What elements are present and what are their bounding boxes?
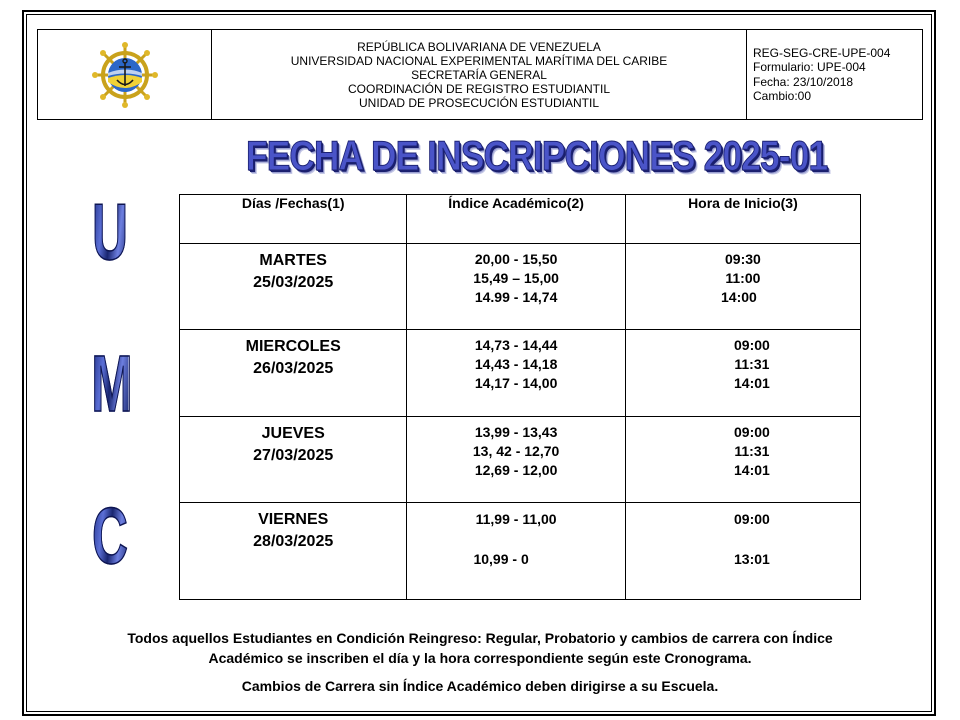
start-time: 14:01 — [734, 462, 770, 478]
day-cell — [180, 244, 407, 330]
country-name: REPÚBLICA BOLIVARIANA DE VENEZUELA — [357, 39, 601, 54]
day-name: VIERNES — [258, 511, 329, 528]
index-range: 11,99 - 11,00 — [475, 511, 557, 527]
day-date: 25/03/2025 — [253, 274, 334, 291]
start-time: 09:00 — [734, 337, 770, 353]
start-time: 09:00 — [734, 424, 770, 440]
index-range: 14.99 - 14,74 — [474, 289, 558, 305]
start-time: 14:01 — [734, 375, 770, 391]
start-time: 14:00 — [721, 289, 757, 305]
day-cell — [180, 330, 407, 417]
index-range: 13,99 - 13,43 — [474, 424, 558, 440]
side-letter-u: U — [92, 187, 128, 276]
side-letter-c: C — [92, 491, 128, 580]
day-name: MIERCOLES — [245, 338, 341, 355]
index-range-cell — [407, 330, 625, 417]
index-range: 13, 42 - 12,70 — [472, 443, 560, 459]
unit-name: UNIDAD DE PROSECUCIÓN ESTUDIANTIL — [358, 95, 600, 110]
start-time: 09:00 — [734, 511, 770, 527]
department-name: SECRETARÍA GENERAL — [411, 67, 547, 82]
table-row — [180, 417, 861, 503]
start-time: 11:00 — [725, 270, 761, 286]
index-range: 20,00 - 15,50 — [474, 251, 558, 267]
registration-schedule-table — [179, 194, 861, 600]
institution-names — [212, 30, 747, 119]
day-date: 26/03/2025 — [253, 360, 334, 377]
ship-wheel-anchor-seal-icon — [92, 42, 158, 108]
form-code: REG-SEG-CRE-UPE-004 — [753, 45, 891, 60]
day-name: JUEVES — [261, 425, 325, 442]
footer-note-line-1: Todos aquellos Estudiantes en Condición Reingreso: Regular, Probatorio y cambios de carrera con Índice — [127, 630, 833, 646]
table-row — [180, 503, 861, 600]
day-name: MARTES — [259, 252, 327, 269]
form-metadata — [747, 30, 922, 119]
header-logo-cell — [38, 30, 212, 119]
index-range-spacer — [407, 529, 624, 549]
day-cell — [180, 417, 407, 503]
header-days: Días /Fechas(1) — [180, 195, 407, 244]
start-time: 11:31 — [734, 443, 770, 459]
start-time: 13:01 — [734, 551, 770, 567]
university-name: UNIVERSIDAD NACIONAL EXPERIMENTAL MARÍTIMA DEL CARIBE — [290, 53, 668, 68]
footer-note-line-3: Cambios de Carrera sin Índice Académico deben dirigirse a su Escuela. — [241, 678, 719, 694]
document-header — [37, 29, 923, 120]
page-title: FECHA DE INSCRIPCIONES 2025-01 — [246, 132, 828, 179]
form-number: Formulario: UPE-004 — [753, 60, 866, 74]
index-range: 14,73 - 14,44 — [474, 337, 558, 353]
index-range: 15,49 – 15,00 — [473, 270, 559, 286]
index-range: 14,17 - 14,00 — [474, 375, 558, 391]
start-time-cell — [625, 417, 860, 503]
table-header-row — [180, 195, 861, 244]
start-time-cell — [625, 244, 860, 330]
header-start-time: Hora de Inicio(3) — [625, 195, 860, 244]
form-revision: Cambio:00 — [753, 89, 812, 103]
coordination-name: COORDINACIÓN DE REGISTRO ESTUDIANTIL — [347, 81, 611, 96]
start-time: 09:30 — [725, 251, 761, 267]
table-row — [180, 330, 861, 417]
index-range: 10,99 - 0 — [473, 551, 529, 567]
start-time-spacer — [644, 529, 860, 549]
index-range: 14,43 - 14,18 — [474, 356, 558, 372]
form-date: Fecha: 23/10/2018 — [753, 74, 854, 89]
start-time: 11:31 — [734, 356, 770, 372]
index-range-cell — [407, 417, 625, 503]
day-cell — [180, 503, 407, 600]
footer-note-line-2: Académico se inscriben el día y la hora correspondiente según este Cronograma. — [208, 650, 752, 666]
header-index: Índice Académico(2) — [407, 195, 625, 244]
side-letter-m: M — [91, 339, 133, 428]
table-row — [180, 244, 861, 330]
start-time-cell — [625, 503, 860, 600]
day-date: 27/03/2025 — [253, 447, 334, 464]
index-range: 12,69 - 12,00 — [474, 462, 558, 478]
start-time-cell — [625, 330, 860, 417]
index-range-cell — [407, 244, 625, 330]
index-range-cell — [407, 503, 625, 600]
day-date: 28/03/2025 — [253, 533, 334, 550]
